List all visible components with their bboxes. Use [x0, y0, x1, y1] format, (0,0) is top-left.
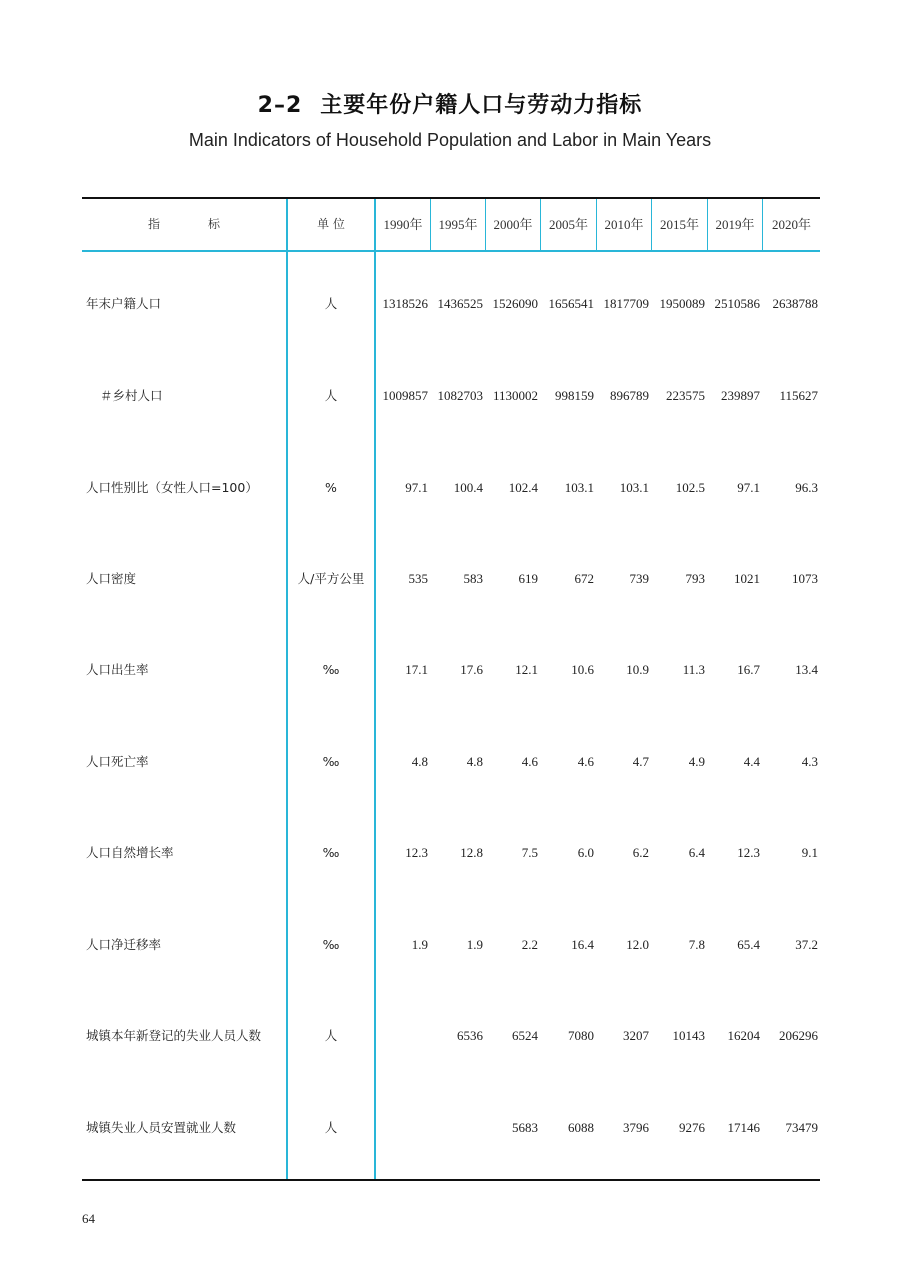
cell-value — [429, 1118, 483, 1138]
cell-value: 1318526 — [382, 296, 428, 311]
cell-value: 1073 — [792, 571, 818, 586]
cell-value: 17146 — [727, 1120, 760, 1135]
table-number: 2–2 — [257, 93, 303, 118]
cell-value: 12.8 — [460, 845, 483, 860]
cell-value: 1817709 — [603, 296, 649, 311]
cell-value: 535 — [408, 571, 428, 586]
cell-value: 65.4 — [737, 937, 760, 952]
cell-value: 4.8 — [466, 754, 483, 769]
cell-value: 7.5 — [521, 845, 538, 860]
cell-value: 7080 — [568, 1028, 594, 1043]
table-bottom-rule — [82, 1179, 820, 1181]
cell-value: 6524 — [512, 1028, 538, 1043]
cell-value: 17.6 — [460, 662, 483, 677]
cell-value: 103.1 — [619, 480, 649, 495]
cell-value: 1130002 — [492, 388, 538, 403]
cell-value: 998159 — [555, 388, 594, 403]
cell-value: 97.1 — [405, 480, 428, 495]
cell-value: 239897 — [721, 388, 760, 403]
row-unit: % — [325, 480, 337, 495]
cell-value: 6088 — [568, 1120, 594, 1135]
cell-value: 6.2 — [632, 845, 649, 860]
cell-value: 16204 — [727, 1028, 760, 1043]
cell-value: 102.5 — [675, 480, 705, 495]
cell-value: 619 — [518, 571, 538, 586]
table-row — [82, 752, 820, 772]
row-label: 人口自然增长率 — [86, 845, 174, 860]
cell-value: 3796 — [623, 1120, 649, 1135]
row-unit: ‰ — [322, 937, 340, 952]
header-year: 2020年 — [771, 217, 811, 232]
cell-value: 1526090 — [492, 296, 538, 311]
cell-value: 1436525 — [437, 296, 483, 311]
cell-value: 10.6 — [571, 662, 594, 677]
table-row — [82, 386, 820, 406]
cell-value: 1.9 — [466, 937, 483, 952]
row-unit: 人 — [324, 388, 338, 403]
header-year: 2005年 — [548, 217, 588, 232]
cell-value: 4.8 — [411, 754, 428, 769]
row-label: 人口性别比（女性人口=100） — [86, 480, 258, 495]
row-unit: 人 — [324, 1120, 338, 1135]
page-number: 64 — [82, 1211, 95, 1226]
row-unit: ‰ — [322, 845, 340, 860]
row-unit: 人 — [324, 1028, 338, 1043]
cell-value: 2.2 — [521, 937, 538, 952]
cell-value: 739 — [629, 571, 649, 586]
cell-value: 1082703 — [437, 388, 483, 403]
header-year: 2000年 — [493, 217, 533, 232]
cell-value: 96.3 — [795, 480, 818, 495]
cell-value: 102.4 — [508, 480, 538, 495]
table-row — [82, 843, 820, 863]
cell-value: 4.9 — [688, 754, 705, 769]
row-label: ＃乡村人口 — [100, 388, 163, 403]
cell-value: 12.1 — [515, 662, 538, 677]
cell-value: 115627 — [779, 388, 818, 403]
row-unit: 人/平方公里 — [297, 571, 365, 586]
table-header-rule — [82, 250, 820, 252]
cell-value: 10143 — [672, 1028, 705, 1043]
cell-value: 12.0 — [626, 937, 649, 952]
cell-value: 6536 — [457, 1028, 483, 1043]
cell-value: 5683 — [512, 1120, 538, 1135]
cell-value: 1656541 — [548, 296, 594, 311]
cell-value: 97.1 — [737, 480, 760, 495]
row-label: 人口出生率 — [86, 662, 149, 677]
table-row — [82, 1026, 820, 1046]
cell-value: 206296 — [779, 1028, 818, 1043]
cell-value: 16.7 — [737, 662, 760, 677]
cell-value: 2638788 — [772, 296, 818, 311]
cell-value: 9.1 — [801, 845, 818, 860]
cell-value: 793 — [685, 571, 705, 586]
cell-value: 4.4 — [743, 754, 760, 769]
row-label: 城镇本年新登记的失业人员人数 — [86, 1028, 262, 1043]
cell-value: 1.9 — [411, 937, 428, 952]
cell-value: 6.0 — [577, 845, 594, 860]
cell-value: 12.3 — [737, 845, 760, 860]
page-subtitle: Main Indicators of Household Population and Labor in Main Years — [188, 130, 712, 150]
cell-value: 73479 — [785, 1120, 818, 1135]
cell-value: 11.3 — [682, 662, 705, 677]
cell-value: 896789 — [610, 388, 649, 403]
cell-value: 4.7 — [632, 754, 649, 769]
cell-value: 3207 — [623, 1028, 649, 1043]
table-row — [82, 294, 820, 314]
row-label: 人口净迁移率 — [86, 937, 162, 952]
cell-value: 37.2 — [795, 937, 818, 952]
header-year: 1990年 — [383, 217, 423, 232]
row-label: 城镇失业人员安置就业人数 — [86, 1120, 237, 1135]
row-label: 人口死亡率 — [86, 754, 149, 769]
table-title-text: 主要年份户籍人口与劳动力指标 — [320, 93, 643, 118]
header-indicator: 指 标 — [147, 217, 220, 231]
cell-value: 103.1 — [564, 480, 594, 495]
cell-value: 1009857 — [382, 388, 428, 403]
cell-value: 16.4 — [571, 937, 594, 952]
header-year: 2010年 — [604, 217, 644, 232]
cell-value: 1021 — [734, 571, 760, 586]
cell-value: 223575 — [666, 388, 705, 403]
header-year: 1995年 — [438, 217, 478, 232]
cell-value: 9276 — [679, 1120, 705, 1135]
cell-value: 672 — [574, 571, 594, 586]
cell-value: 10.9 — [626, 662, 649, 677]
header-year: 2019年 — [715, 217, 755, 232]
cell-value: 4.6 — [577, 754, 594, 769]
cell-value: 100.4 — [453, 480, 483, 495]
cell-value: 6.4 — [688, 845, 705, 860]
table-row — [82, 569, 820, 589]
cell-value: 1950089 — [659, 296, 705, 311]
cell-value — [374, 1026, 428, 1046]
header-year: 2015年 — [659, 217, 699, 232]
cell-value: 4.3 — [801, 754, 818, 769]
row-unit: 人 — [324, 296, 338, 311]
cell-value — [374, 1118, 428, 1138]
table-row — [82, 1118, 820, 1138]
table-row — [82, 478, 820, 498]
cell-value: 7.8 — [688, 937, 705, 952]
row-unit: ‰ — [322, 662, 340, 677]
cell-value: 13.4 — [795, 662, 818, 677]
cell-value: 17.1 — [405, 662, 428, 677]
page-title — [0, 88, 900, 119]
cell-value: 4.6 — [521, 754, 538, 769]
row-label: 年末户籍人口 — [86, 296, 162, 311]
cell-value: 12.3 — [405, 845, 428, 860]
row-unit: ‰ — [322, 754, 340, 769]
table-row — [82, 935, 820, 955]
header-unit: 单 位 — [317, 217, 345, 231]
table-row — [82, 660, 820, 680]
cell-value: 2510586 — [714, 296, 760, 311]
row-label: 人口密度 — [86, 571, 137, 586]
cell-value: 583 — [463, 571, 483, 586]
